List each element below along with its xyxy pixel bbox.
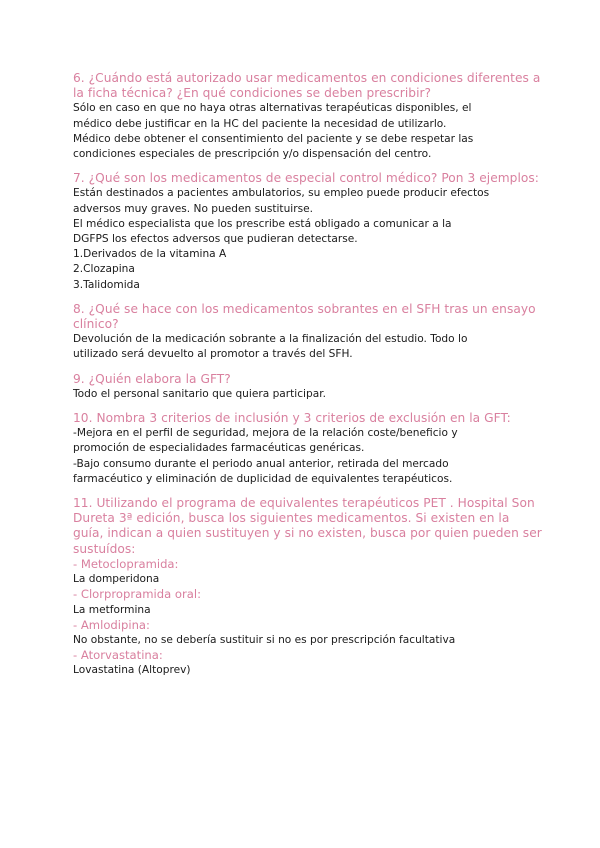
question-6 xyxy=(73,71,543,162)
question-8 xyxy=(73,302,543,363)
answer-line: adversos muy graves. No pueden sustituirse. xyxy=(73,202,314,215)
drug-answer: La metformina xyxy=(73,603,151,616)
drug-label: - Atorvastatina: xyxy=(73,648,163,663)
answer-line: Sólo en caso en que no haya otras alternativas terapéuticas disponibles, el xyxy=(73,102,472,115)
drug-label: - Clorpropramida oral: xyxy=(73,587,201,602)
question-6-title: 6. ¿Cuándo está autorizado usar medicamentos en condiciones diferentes a la ficha técnica? ¿En qué condiciones se deben prescribir? xyxy=(73,71,541,101)
question-11-title: 11. Utilizando el programa de equivalentes terapéuticos PET . Hospital Son Dureta 3ª edición, busca los siguientes medicamentos. Si existen en la guía, indican a quien sustituyen y si no existen, busca por quien pueden ser sustuídos: xyxy=(73,496,542,556)
question-9-title: 9. ¿Quién elabora la GFT? xyxy=(73,371,231,386)
answer-line: farmacéutico y eliminación de duplicidad de equivalentes terapéuticos. xyxy=(73,472,453,485)
answer-line: condiciones especiales de prescripción y/o dispensación del centro. xyxy=(73,148,432,161)
answer-line: promoción de especialidades farmacéuticas genéricas. xyxy=(73,442,365,455)
answer-line: -Bajo consumo durante el periodo anual anterior, retirada del mercado xyxy=(73,457,449,470)
answer-line: Están destinados a pacientes ambulatorios, su empleo puede producir efectos xyxy=(73,187,490,200)
answer-line: Todo el personal sanitario que quiera participar. xyxy=(73,387,326,400)
answer-line: médico debe justificar en la HC del paciente la necesidad de utilizarlo. xyxy=(73,117,447,130)
answer-line: -Mejora en el perfil de seguridad, mejora de la relación coste/beneficio y xyxy=(73,427,458,440)
answer-line: 2.Clozapina xyxy=(73,263,135,276)
answer-line: Devolución de la medicación sobrante a la finalización del estudio. Todo lo xyxy=(73,333,468,346)
answer-line: DGFPS los efectos adversos que pudieran detectarse. xyxy=(73,233,358,246)
question-9 xyxy=(73,372,543,402)
question-7 xyxy=(73,171,543,293)
answer-line: El médico especialista que los prescribe está obligado a comunicar a la xyxy=(73,217,452,230)
drug-answer: No obstante, no se debería sustituir si no es por prescripción facultativa xyxy=(73,633,456,646)
answer-line: utilizado será devuelto al promotor a través del SFH. xyxy=(73,348,353,361)
answer-line: 1.Derivados de la vitamina A xyxy=(73,248,227,261)
answer-line: Médico debe obtener el consentimiento del paciente y se debe respetar las xyxy=(73,132,474,145)
drug-label: - Amlodipina: xyxy=(73,617,150,632)
question-11 xyxy=(73,496,543,678)
answer-line: 3.Talidomida xyxy=(73,278,140,291)
drug-answer: Lovastatina (Altoprev) xyxy=(73,664,191,677)
question-10-title: 10. Nombra 3 criterios de inclusión y 3 criterios de exclusión en la GFT: xyxy=(73,411,511,426)
question-7-title: 7. ¿Qué son los medicamentos de especial control médico? Pon 3 ejemplos: xyxy=(73,171,539,186)
drug-label: - Metoclopramida: xyxy=(73,556,179,571)
document-content xyxy=(73,71,543,688)
question-10 xyxy=(73,411,543,487)
question-8-title: 8. ¿Qué se hace con los medicamentos sobrantes en el SFH tras un ensayo clínico? xyxy=(73,301,536,332)
drug-answer: La domperidona xyxy=(73,573,160,586)
